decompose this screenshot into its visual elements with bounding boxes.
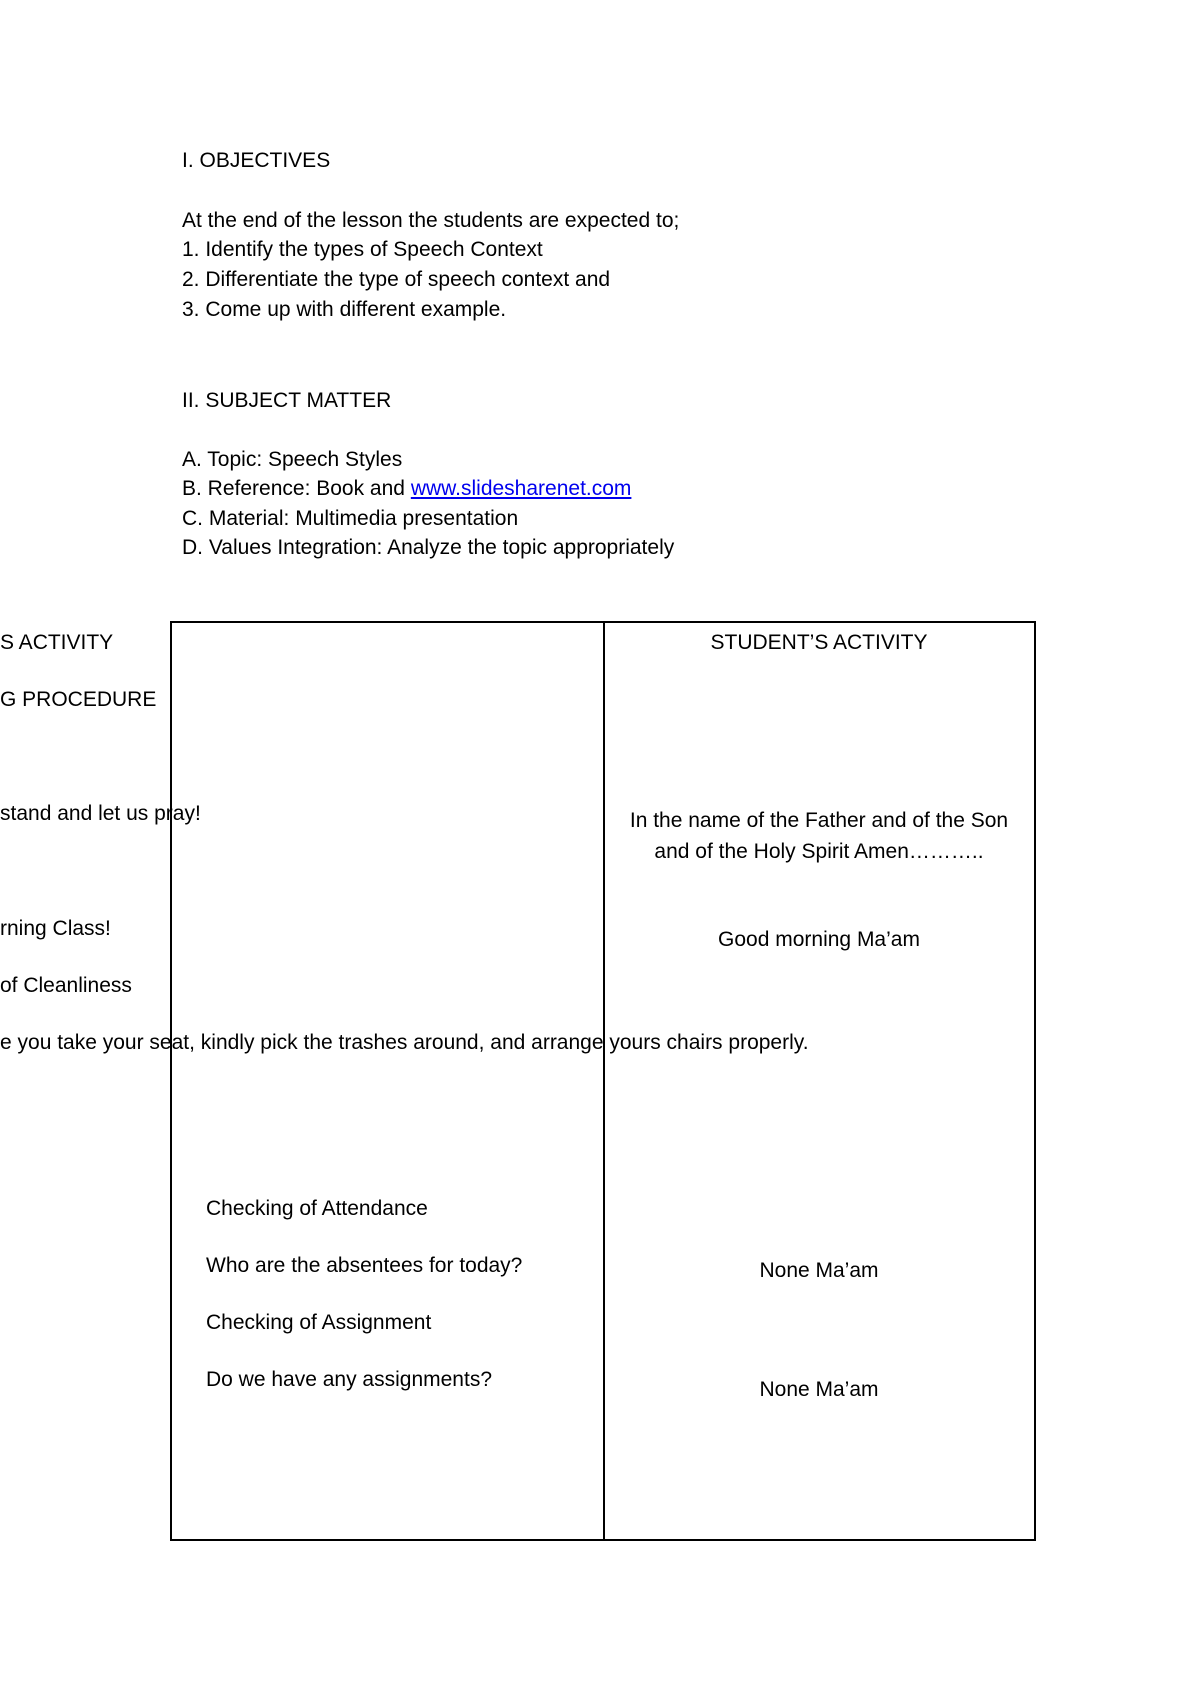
teacher-prayer: stand and let us pray! (0, 802, 201, 825)
student-absentees-answer: None Ma’am (759, 1259, 879, 1282)
student-prayer-line-2: and of the Holy Spirit Amen……….. (654, 840, 984, 863)
objectives-intro: At the end of the lesson the students are expected to; (182, 209, 680, 232)
procedure-heading: G PROCEDURE (0, 688, 157, 711)
objective-item-2: 2. Differentiate the type of speech context and (182, 268, 611, 291)
objectives-heading: I. OBJECTIVES (182, 149, 331, 172)
reference-text: B. Reference: Book and (182, 477, 411, 500)
objective-item-3: 3. Come up with different example. (182, 298, 507, 321)
subject-matter-heading: II. SUBJECT MATTER (182, 389, 392, 412)
teacher-assignment-question: Do we have any assignments? (206, 1368, 492, 1391)
teacher-attendance: Checking of Attendance (206, 1197, 428, 1220)
subject-topic: A. Topic: Speech Styles (182, 448, 403, 471)
subject-reference (182, 476, 631, 502)
subject-values: D. Values Integration: Analyze the topic appropriately (182, 536, 675, 559)
student-activity-header: STUDENT’S ACTIVITY (710, 631, 928, 654)
teacher-assignment: Checking of Assignment (206, 1311, 432, 1334)
student-prayer-line-1: In the name of the Father and of the Son (629, 809, 1009, 832)
student-greeting: Good morning Ma’am (718, 928, 920, 951)
subject-material: C. Material: Multimedia presentation (182, 507, 519, 530)
teacher-activity-header: S ACTIVITY (0, 631, 114, 654)
objective-item-1: 1. Identify the types of Speech Context (182, 238, 543, 261)
teacher-greeting: rning Class! (0, 917, 111, 940)
teacher-cleanliness: of Cleanliness (0, 974, 132, 997)
teacher-absentees: Who are the absentees for today? (206, 1254, 523, 1277)
student-assignment-answer: None Ma’am (759, 1378, 879, 1401)
teacher-cleanliness-instruction: e you take your seat, kindly pick the trashes around, and arrange yours chairs properly. (0, 1031, 809, 1054)
reference-link[interactable]: www.slidesharenet.com (410, 477, 632, 500)
